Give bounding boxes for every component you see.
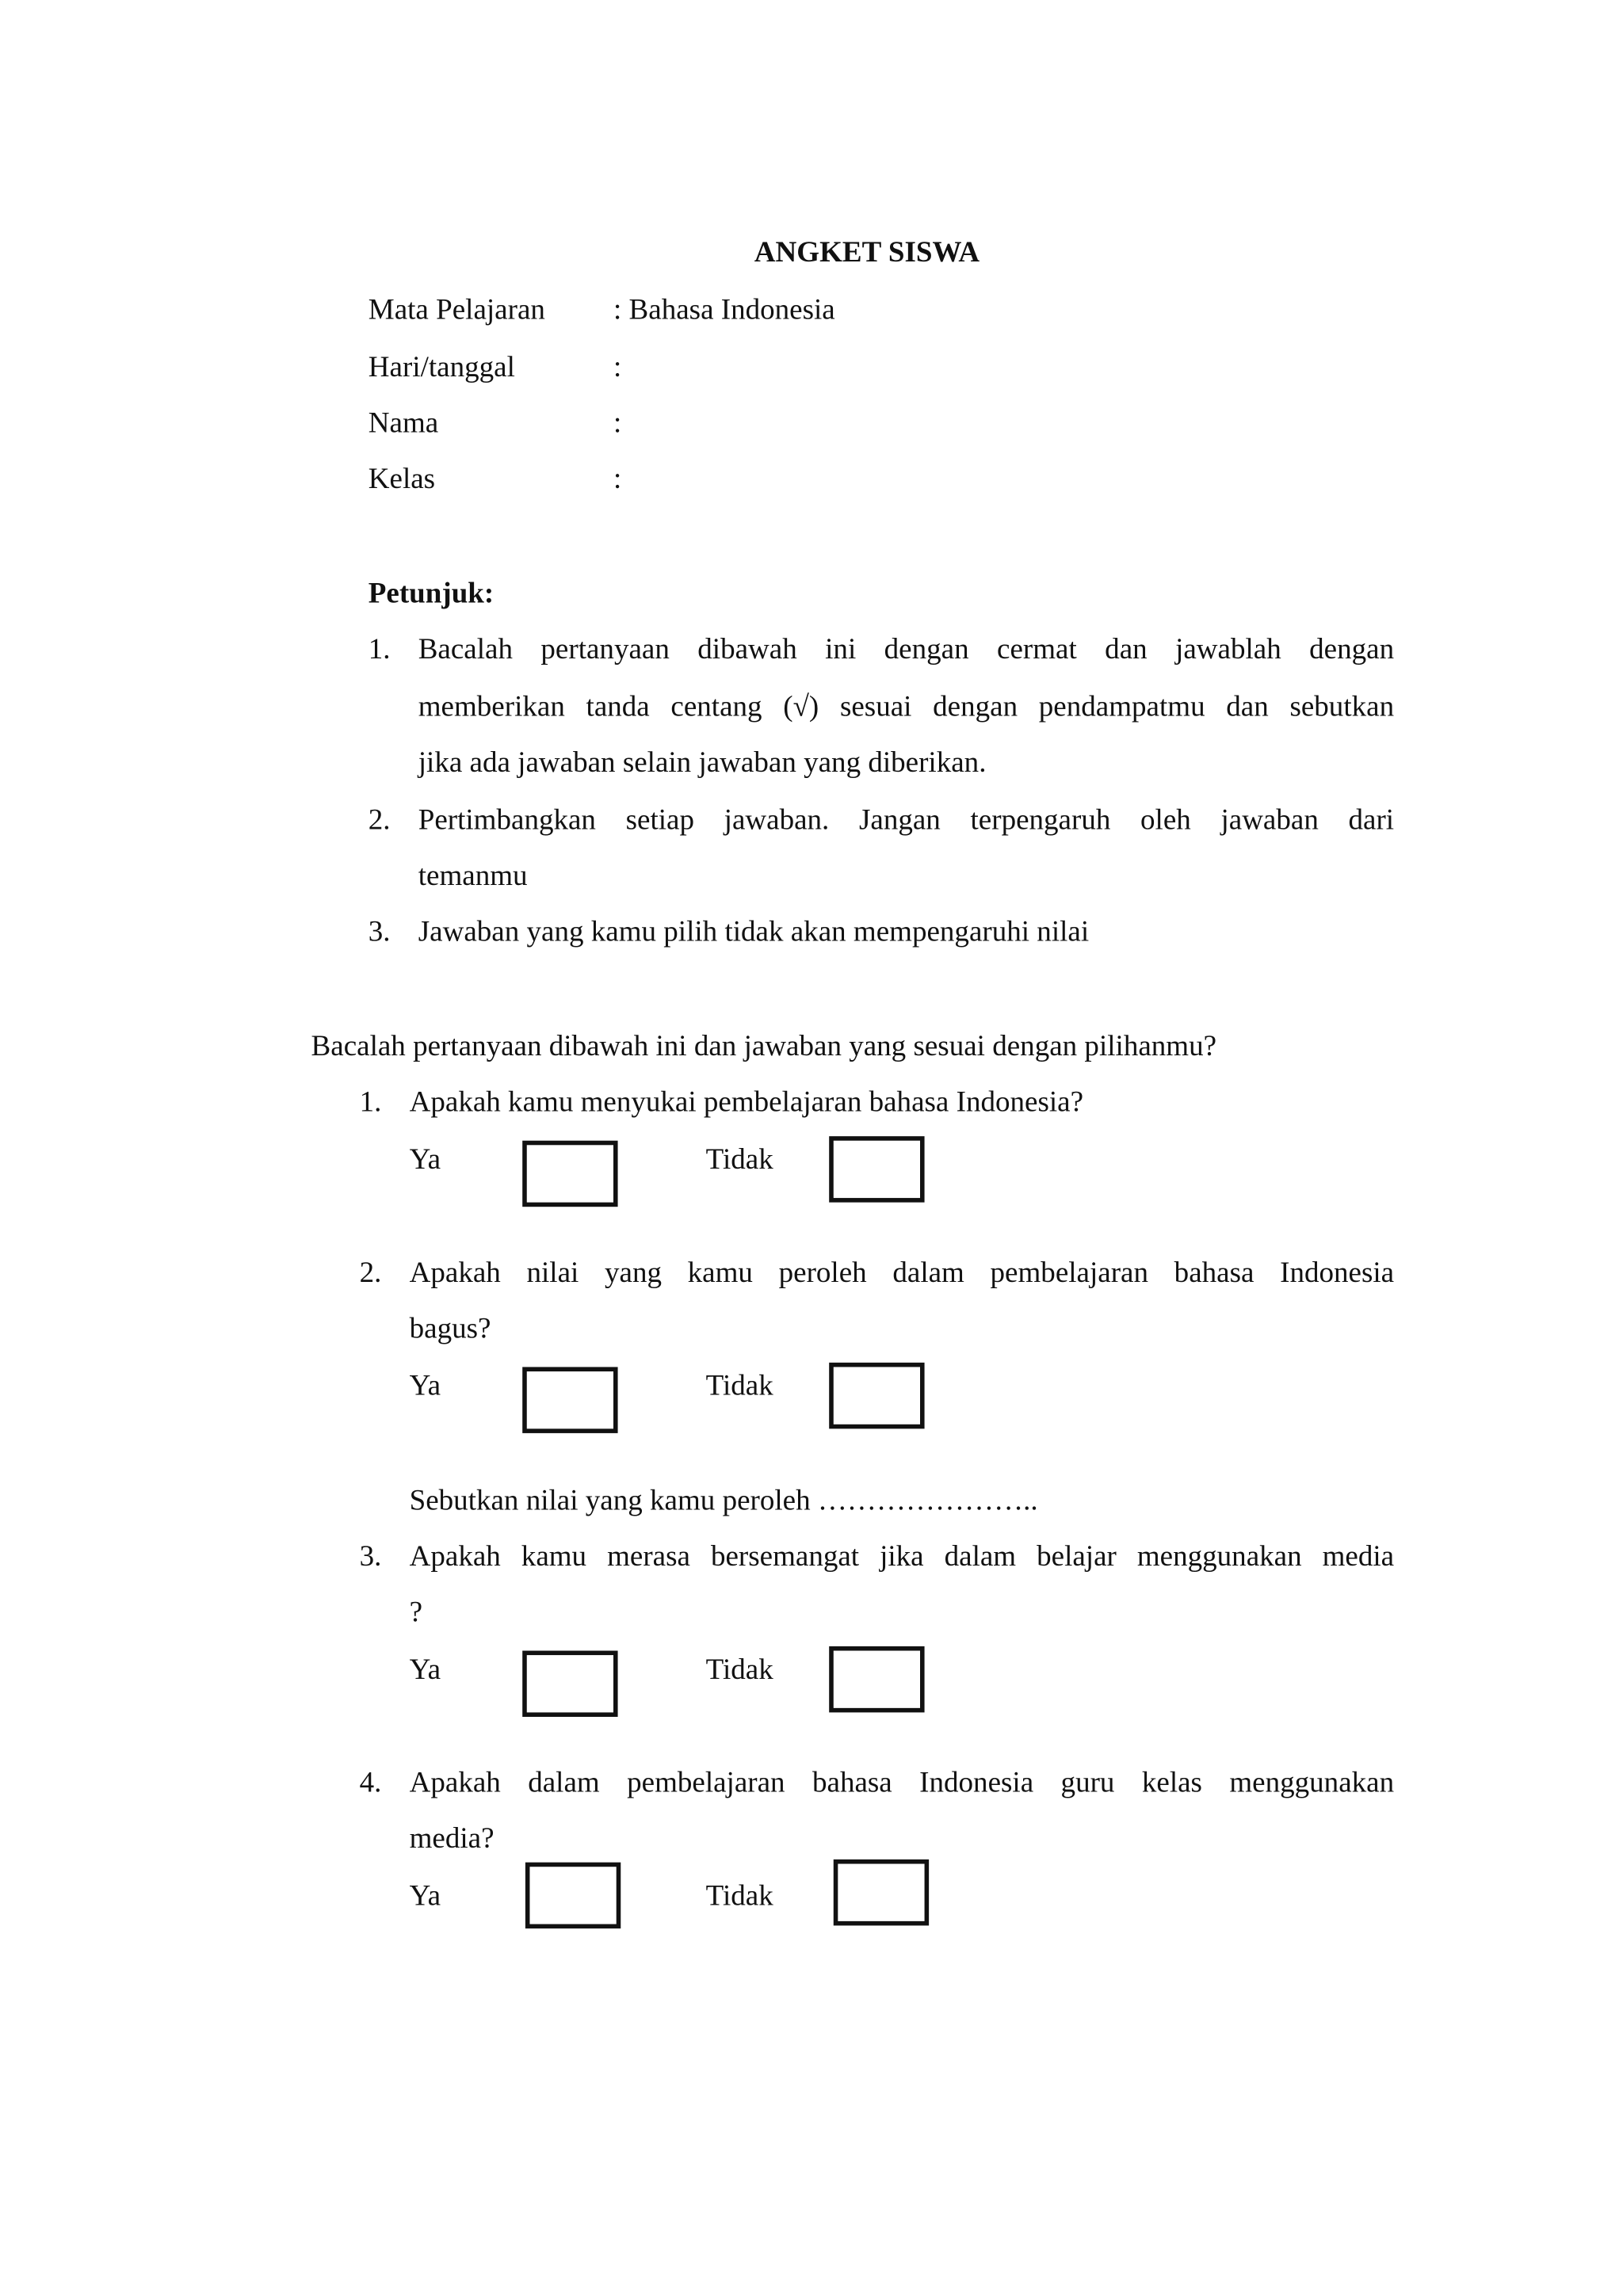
instruction-line: Jawaban yang kamu pilih tidak akan mempengaruhi nilai [418,915,1090,948]
question-text: Apakah kamu menyukai pembelajaran bahasa Indonesia? [409,1086,1084,1119]
answer-checkbox-yes[interactable] [522,1651,617,1717]
option-yes-label: Ya [409,1370,441,1402]
score-prompt[interactable]: Sebutkan nilai yang kamu peroleh ………………….. [409,1484,1038,1517]
question-number: 1. [359,1086,382,1119]
option-no-label: Tidak [705,1370,773,1402]
field-value-class[interactable]: : [613,463,622,496]
instruction-line: Bacalah pertanyaan dibawah ini dengan cermat dan jawablah dengan [418,633,1395,666]
answer-checkbox-no[interactable] [829,1646,924,1712]
instruction-line: jika ada jawaban selain jawaban yang diberikan. [418,746,987,780]
field-label-class: Kelas [368,463,436,496]
instruction-line: temanmu [418,860,528,893]
instruction-number: 1. [368,633,391,666]
instruction-line: memberikan tanda centang (√) sesuai dengan pendampatmu dan sebutkan [418,690,1395,723]
question-number: 2. [359,1257,382,1290]
question-text: Apakah dalam pembelajaran bahasa Indonesia guru kelas menggunakan [409,1767,1395,1799]
question-text: bagus? [409,1312,491,1345]
question-text: Apakah kamu merasa bersemangat jika dalam belajar menggunakan media [409,1540,1395,1573]
question-text: Apakah nilai yang kamu peroleh dalam pembelajaran bahasa Indonesia [409,1257,1395,1290]
field-value-subject: : Bahasa Indonesia [613,294,835,326]
answer-checkbox-yes[interactable] [525,1863,621,1928]
field-label-date: Hari/tanggal [368,351,515,384]
answer-checkbox-no[interactable] [834,1859,929,1925]
field-value-date[interactable]: : [613,351,622,384]
field-label-subject: Mata Pelajaran [368,294,545,326]
question-text: media? [409,1822,495,1855]
instruction-number: 2. [368,803,391,837]
field-label-name: Nama [368,406,439,440]
answer-checkbox-yes[interactable] [522,1367,617,1432]
answer-checkbox-no[interactable] [829,1136,924,1202]
question-number: 4. [359,1767,382,1799]
option-yes-label: Ya [409,1879,441,1913]
option-no-label: Tidak [705,1879,773,1913]
instruction-line: Pertimbangkan setiap jawaban. Jangan terpengaruh oleh jawaban dari [418,803,1395,837]
questions-intro: Bacalah pertanyaan dibawah ini dan jawaban yang sesuai dengan pilihanmu? [311,1030,1217,1063]
instruction-number: 3. [368,915,391,948]
question-number: 3. [359,1540,382,1573]
instructions-heading: Petunjuk: [368,578,495,610]
option-no-label: Tidak [705,1653,773,1687]
answer-checkbox-yes[interactable] [522,1141,617,1207]
answer-checkbox-no[interactable] [829,1363,924,1428]
option-yes-label: Ya [409,1143,441,1177]
option-yes-label: Ya [409,1653,441,1687]
field-value-name[interactable]: : [613,406,622,440]
option-no-label: Tidak [705,1143,773,1177]
question-text: ? [409,1596,423,1629]
page-title: ANGKET SISWA [754,236,980,269]
